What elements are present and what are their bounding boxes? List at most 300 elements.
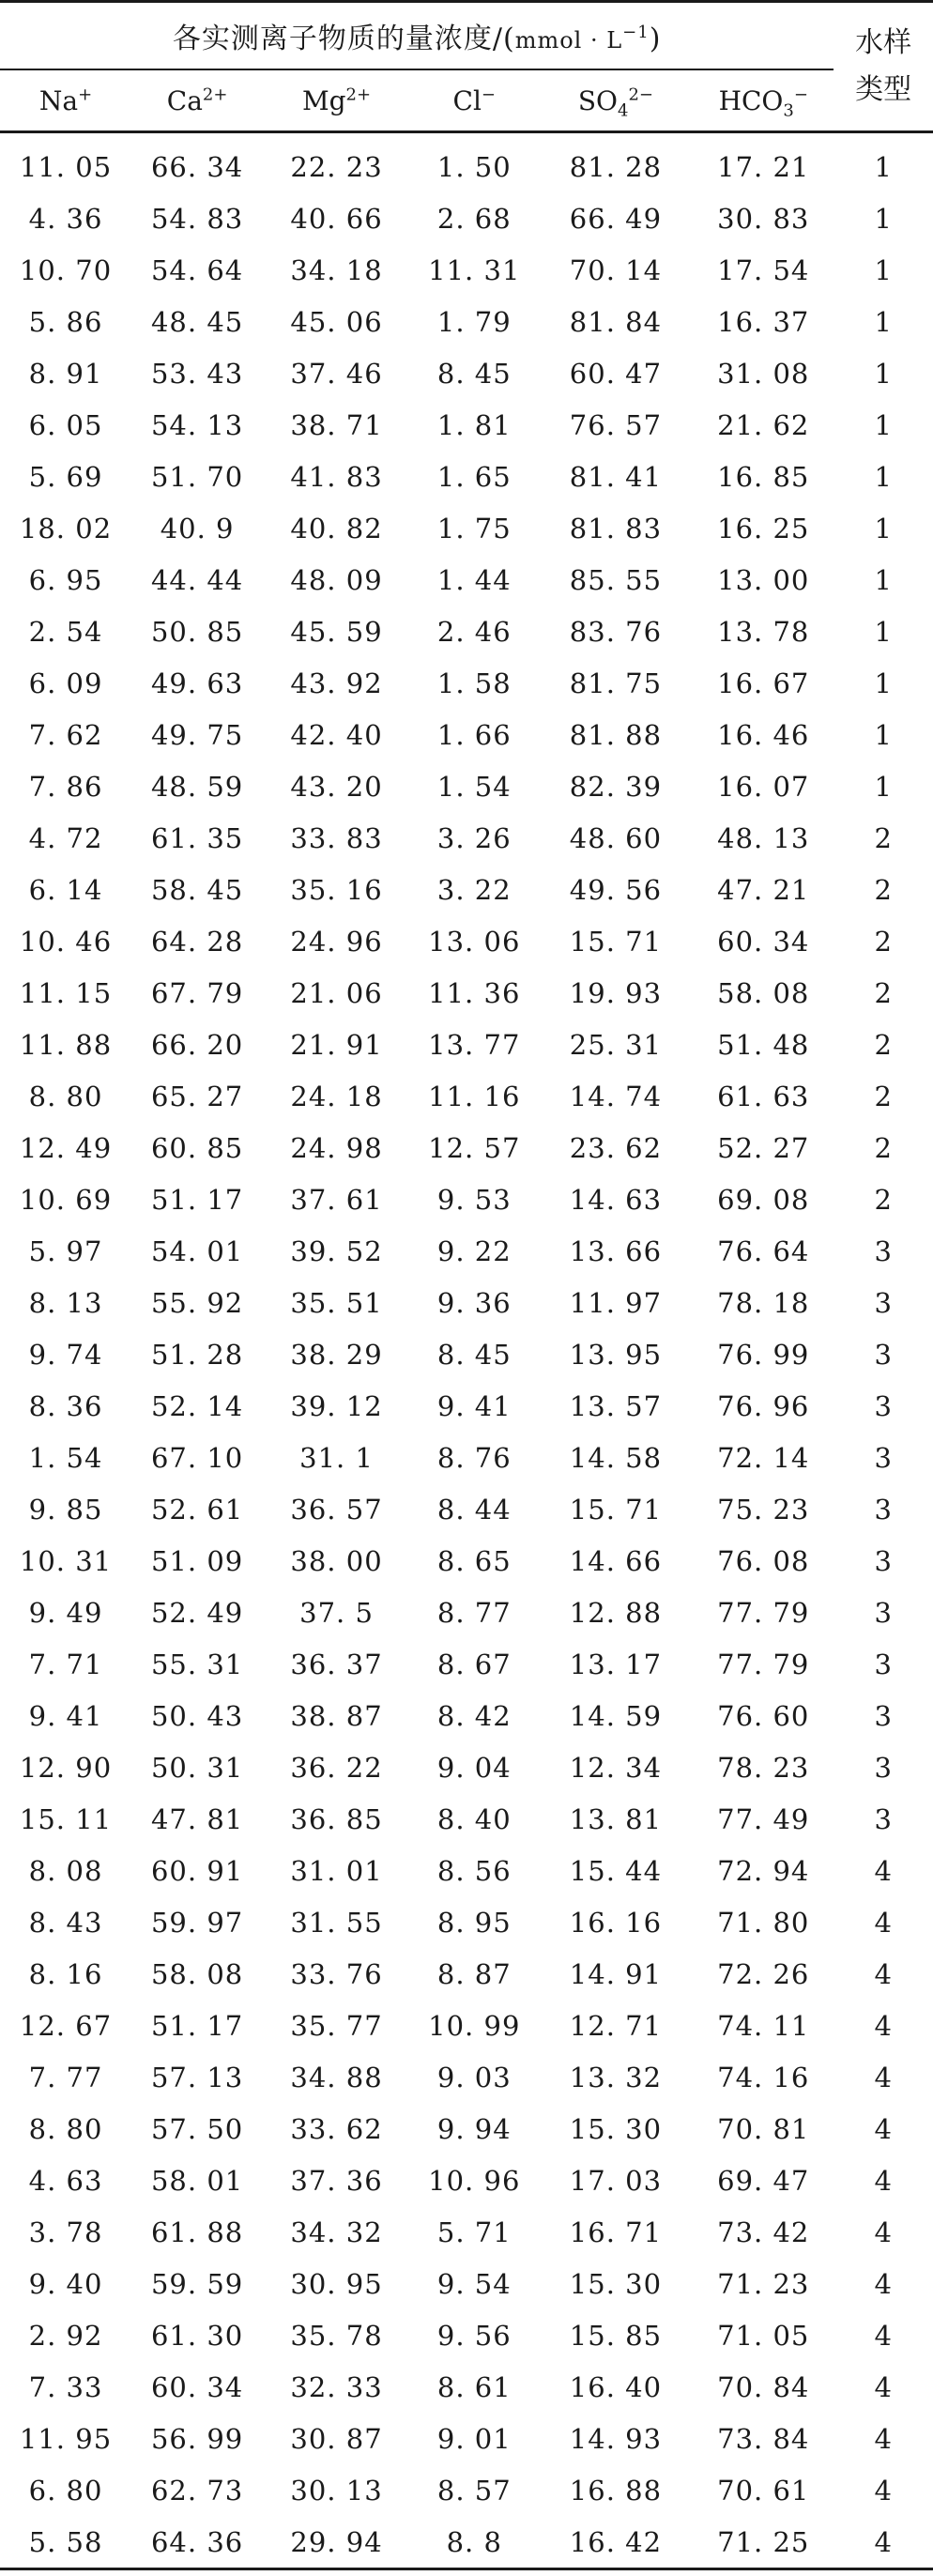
cell-hco3: 72. 94 [717, 1854, 810, 1887]
column-header-hco3: $HCO_3^-$ [693, 69, 834, 132]
water-type-cell: 4 [874, 2216, 893, 2248]
water-type-cell: 4 [874, 2009, 893, 2042]
cell-na: 11. 15 [19, 976, 113, 1009]
cell-hco3: 74. 11 [717, 2009, 810, 2042]
cell-mg: 31. 01 [290, 1854, 383, 1887]
cell-na: 10. 69 [19, 1183, 113, 1216]
cell-na: 5. 97 [28, 1234, 103, 1267]
water-type-cell: 1 [874, 408, 893, 441]
column-header-so4: $SO_4^{2-}$ [539, 69, 694, 132]
water-type-cell: 4 [874, 1854, 893, 1887]
cell-so4: 85. 55 [569, 563, 663, 596]
table-row [0, 1070, 933, 1122]
cell-cl: 11. 16 [428, 1080, 521, 1112]
water-type-cell: 2 [874, 821, 893, 854]
cell-so4: 11. 97 [569, 1286, 663, 1319]
water-type-cell: 1 [874, 718, 893, 751]
cell-so4: 12. 34 [569, 1751, 663, 1784]
cell-na: 15. 11 [19, 1802, 113, 1835]
cell-hco3: 16. 25 [717, 512, 810, 544]
water-type-cell: 4 [874, 1957, 893, 1990]
cell-ca: 51. 09 [150, 1544, 244, 1577]
table-row [0, 2000, 933, 2051]
table-row [0, 1741, 933, 1793]
column-header-mg: $Mg^{2+}$ [263, 69, 410, 132]
cell-mg: 43. 92 [290, 667, 383, 699]
cell-cl: 9. 56 [436, 2319, 512, 2352]
cell-hco3: 47. 21 [717, 873, 810, 906]
cell-so4: 14. 63 [569, 1183, 663, 1216]
water-type-cell: 3 [874, 1493, 893, 1526]
cell-ca: 60. 85 [150, 1131, 244, 1164]
cell-ca: 66. 20 [150, 1028, 244, 1061]
cell-so4: 15. 30 [569, 2267, 663, 2300]
cell-hco3: 76. 60 [717, 1699, 810, 1732]
cell-so4: 13. 17 [569, 1648, 663, 1680]
cell-hco3: 72. 14 [717, 1441, 810, 1474]
cell-so4: 49. 56 [569, 873, 663, 906]
cell-mg: 35. 78 [290, 2319, 383, 2352]
cell-cl: 2. 68 [436, 202, 512, 235]
cell-mg: 45. 06 [290, 305, 383, 338]
cell-ca: 44. 44 [150, 563, 244, 596]
cell-cl: 3. 26 [436, 821, 512, 854]
cell-ca: 54. 64 [150, 253, 244, 286]
cell-mg: 39. 52 [290, 1234, 383, 1267]
cell-ca: 55. 92 [150, 1286, 244, 1319]
cell-hco3: 58. 08 [717, 976, 810, 1009]
cell-ca: 57. 50 [150, 2112, 244, 2145]
cell-so4: 14. 74 [569, 1080, 663, 1112]
water-type-cell: 1 [874, 253, 893, 286]
cell-na: 8. 80 [28, 2112, 103, 2145]
cell-hco3: 69. 47 [717, 2164, 810, 2197]
cell-so4: 12. 71 [569, 2009, 663, 2042]
cell-ca: 55. 31 [150, 1648, 244, 1680]
cell-hco3: 60. 34 [717, 925, 810, 958]
cell-so4: 60. 47 [569, 357, 663, 390]
cell-so4: 48. 60 [569, 821, 663, 854]
cell-hco3: 71. 80 [717, 1906, 810, 1939]
cell-mg: 30. 87 [290, 2422, 383, 2455]
water-type-cell: 3 [874, 1441, 893, 1474]
cell-na: 6. 95 [28, 563, 103, 596]
cell-so4: 81. 88 [569, 718, 663, 751]
cell-mg: 21. 91 [290, 1028, 383, 1061]
cell-na: 5. 86 [28, 305, 103, 338]
water-type-cell: 4 [874, 2319, 893, 2352]
cell-so4: 13. 81 [569, 1802, 663, 1835]
cell-ca: 58. 08 [150, 1957, 244, 1990]
cell-cl: 8. 61 [436, 2370, 512, 2403]
column-header-ca: $Ca^{2+}$ [131, 69, 263, 132]
water-type-cell: 2 [874, 873, 893, 906]
table-row [0, 244, 933, 296]
cell-so4: 13. 66 [569, 1234, 663, 1267]
cell-so4: 81. 41 [569, 460, 663, 493]
water-type-cell: 3 [874, 1699, 893, 1732]
water-type-cell: 4 [874, 2061, 893, 2093]
cell-so4: 14. 93 [569, 2422, 663, 2455]
cell-mg: 34. 32 [290, 2216, 383, 2248]
cell-ca: 48. 45 [150, 305, 244, 338]
column-header-na: Na+ [0, 69, 131, 132]
table-row [0, 2516, 933, 2569]
cell-ca: 50. 43 [150, 1699, 244, 1732]
cell-cl: 9. 94 [436, 2112, 512, 2145]
cell-na: 7. 86 [28, 770, 103, 803]
cell-na: 9. 41 [28, 1699, 103, 1732]
cell-cl: 13. 06 [428, 925, 521, 958]
cell-hco3: 16. 67 [717, 667, 810, 699]
cell-cl: 8. 67 [436, 1648, 512, 1680]
table-row [0, 2309, 933, 2361]
cell-ca: 54. 01 [150, 1234, 244, 1267]
cell-cl: 5. 71 [436, 2216, 512, 2248]
table-row [0, 554, 933, 606]
cell-hco3: 71. 05 [717, 2319, 810, 2352]
cell-ca: 53. 43 [150, 357, 244, 390]
column-header-row [0, 69, 933, 132]
table-row [0, 296, 933, 347]
cell-mg: 35. 77 [290, 2009, 383, 2042]
water-type-cell: 4 [874, 2422, 893, 2455]
water-type-cell: 2 [874, 1080, 893, 1112]
cell-na: 6. 14 [28, 873, 103, 906]
cell-hco3: 76. 08 [717, 1544, 810, 1577]
cell-ca: 51. 17 [150, 1183, 244, 1216]
water-type-cell: 1 [874, 563, 893, 596]
table-row [0, 1380, 933, 1432]
cell-hco3: 13. 78 [717, 615, 810, 648]
cell-mg: 38. 71 [290, 408, 383, 441]
cell-cl: 8. 42 [436, 1699, 512, 1732]
table-row [0, 1225, 933, 1277]
water-type-cell: 4 [874, 1906, 893, 1939]
cell-ca: 59. 59 [150, 2267, 244, 2300]
table-row [0, 502, 933, 554]
cell-so4: 14. 59 [569, 1699, 663, 1732]
cell-mg: 24. 98 [290, 1131, 383, 1164]
water-type-cell: 1 [874, 150, 893, 183]
table-row [0, 606, 933, 657]
cell-mg: 21. 06 [290, 976, 383, 1009]
cell-so4: 13. 57 [569, 1389, 663, 1422]
cell-cl: 1. 50 [436, 150, 512, 183]
cell-mg: 24. 18 [290, 1080, 383, 1112]
cell-so4: 12. 88 [569, 1596, 663, 1629]
cell-cl: 2. 46 [436, 615, 512, 648]
table-row [0, 1173, 933, 1225]
cell-so4: 82. 39 [569, 770, 663, 803]
column-header-cl: Cl− [410, 69, 539, 132]
cell-na: 7. 33 [28, 2370, 103, 2403]
cell-so4: 15. 44 [569, 1854, 663, 1887]
cell-cl: 9. 41 [436, 1389, 512, 1422]
water-type-cell: 3 [874, 1751, 893, 1784]
cell-so4: 81. 83 [569, 512, 663, 544]
table-row [0, 2464, 933, 2516]
table-row [0, 2206, 933, 2258]
cell-cl: 10. 96 [428, 2164, 521, 2197]
cell-so4: 76. 57 [569, 408, 663, 441]
cell-hco3: 71. 25 [693, 2516, 834, 2569]
cell-so4: 15. 71 [569, 925, 663, 958]
cell-ca: 48. 59 [150, 770, 244, 803]
water-type-cell: 1 [874, 512, 893, 544]
cell-so4: 25. 31 [569, 1028, 663, 1061]
water-type-cell: 4 [874, 2267, 893, 2300]
cell-hco3: 48. 13 [717, 821, 810, 854]
cell-mg: 34. 18 [290, 253, 383, 286]
cell-na: 6. 05 [28, 408, 103, 441]
table-title: 各实测离子物质的量浓度/(mmol · $L^{-1}$) [0, 2, 834, 70]
cell-ca: 49. 75 [150, 718, 244, 751]
cell-ca: 60. 91 [150, 1854, 244, 1887]
cell-mg: 35. 16 [290, 873, 383, 906]
cell-hco3: 17. 21 [717, 150, 810, 183]
cell-hco3: 70. 61 [717, 2474, 810, 2507]
cell-ca: 51. 70 [150, 460, 244, 493]
cell-na: 5. 69 [28, 460, 103, 493]
cell-cl: 13. 77 [428, 1028, 521, 1061]
cell-mg: 41. 83 [290, 460, 383, 493]
cell-na: 10. 31 [19, 1544, 113, 1577]
water-type-cell: 1 [874, 357, 893, 390]
cell-hco3: 52. 27 [717, 1131, 810, 1164]
water-type-cell: 4 [874, 2112, 893, 2145]
cell-hco3: 30. 83 [717, 202, 810, 235]
cell-mg: 35. 51 [290, 1286, 383, 1319]
water-type-cell: 3 [874, 1389, 893, 1422]
water-type-cell: 2 [874, 976, 893, 1009]
cell-hco3: 16. 37 [717, 305, 810, 338]
cell-na: 4. 36 [28, 202, 103, 235]
cell-hco3: 70. 81 [717, 2112, 810, 2145]
cell-ca: 58. 01 [150, 2164, 244, 2197]
cell-ca: 61. 88 [150, 2216, 244, 2248]
cell-so4: 14. 58 [569, 1441, 663, 1474]
cell-hco3: 69. 08 [717, 1183, 810, 1216]
water-type-cell: 4 [834, 2516, 933, 2569]
cell-cl: 9. 22 [436, 1234, 512, 1267]
water-type-cell: 1 [874, 305, 893, 338]
cell-hco3: 76. 96 [717, 1389, 810, 1422]
water-type-cell: 3 [874, 1234, 893, 1267]
cell-ca: 59. 97 [150, 1906, 244, 1939]
water-type-cell: 3 [874, 1802, 893, 1835]
cell-hco3: 73. 42 [717, 2216, 810, 2248]
cell-cl: 9. 36 [436, 1286, 512, 1319]
table-row [0, 1587, 933, 1638]
cell-so4: 14. 66 [569, 1544, 663, 1577]
cell-cl: 12. 57 [428, 1131, 521, 1164]
cell-mg: 30. 95 [290, 2267, 383, 2300]
cell-cl: 8. 65 [436, 1544, 512, 1577]
cell-ca: 67. 79 [150, 976, 244, 1009]
table-row [0, 1690, 933, 1741]
cell-hco3: 72. 26 [717, 1957, 810, 1990]
cell-cl: 1. 44 [436, 563, 512, 596]
table-row [0, 451, 933, 502]
cell-ca: 47. 81 [150, 1802, 244, 1835]
cell-mg: 37. 36 [290, 2164, 383, 2197]
cell-na: 9. 74 [28, 1338, 103, 1371]
cell-mg: 36. 37 [290, 1648, 383, 1680]
cell-na: 6. 80 [28, 2474, 103, 2507]
cell-ca: 52. 49 [150, 1596, 244, 1629]
cell-hco3: 78. 23 [717, 1751, 810, 1784]
cell-mg: 33. 62 [290, 2112, 383, 2145]
cell-cl: 10. 99 [428, 2009, 521, 2042]
cell-ca: 58. 45 [150, 873, 244, 906]
table-row [0, 915, 933, 967]
cell-so4: 83. 76 [569, 615, 663, 648]
cell-na: 12. 67 [19, 2009, 113, 2042]
cell-ca: 66. 34 [150, 150, 244, 183]
cell-ca: 62. 73 [150, 2474, 244, 2507]
cell-na: 8. 16 [28, 1957, 103, 1990]
table-row [0, 1432, 933, 1483]
cell-na: 8. 91 [28, 357, 103, 390]
table-row [0, 2051, 933, 2103]
cell-cl: 3. 22 [436, 873, 512, 906]
cell-na: 9. 40 [28, 2267, 103, 2300]
table-row [0, 1328, 933, 1380]
cell-so4: 81. 84 [569, 305, 663, 338]
table-row [0, 1948, 933, 2000]
cell-na: 6. 09 [28, 667, 103, 699]
water-type-cell: 3 [874, 1544, 893, 1577]
cell-na: 8. 13 [28, 1286, 103, 1319]
cell-so4: 15. 85 [569, 2319, 663, 2352]
cell-so4: 16. 88 [569, 2474, 663, 2507]
table-body [0, 132, 933, 2569]
cell-ca: 61. 30 [150, 2319, 244, 2352]
water-type-cell: 3 [874, 1648, 893, 1680]
water-type-cell: 1 [874, 770, 893, 803]
cell-hco3: 61. 63 [717, 1080, 810, 1112]
cell-hco3: 13. 00 [717, 563, 810, 596]
water-type-cell: 4 [874, 2474, 893, 2507]
cell-na: 10. 46 [19, 925, 113, 958]
cell-so4: 15. 30 [569, 2112, 663, 2145]
cell-na: 1. 54 [28, 1441, 103, 1474]
cell-mg: 31. 1 [299, 1441, 374, 1474]
cell-na: 8. 43 [28, 1906, 103, 1939]
cell-mg: 33. 83 [290, 821, 383, 854]
cell-na: 9. 85 [28, 1493, 103, 1526]
cell-hco3: 73. 84 [717, 2422, 810, 2455]
cell-ca: 67. 10 [150, 1441, 244, 1474]
table-row [0, 864, 933, 915]
water-type-header [834, 2, 933, 132]
cell-cl: 8. 95 [436, 1906, 512, 1939]
cell-hco3: 76. 99 [717, 1338, 810, 1371]
cell-na: 12. 49 [19, 1131, 113, 1164]
water-type-cell: 1 [874, 202, 893, 235]
water-type-cell: 2 [874, 1028, 893, 1061]
cell-ca: 51. 28 [150, 1338, 244, 1371]
table-row [0, 2103, 933, 2154]
water-type-header-line1: 水样 [855, 26, 912, 59]
cell-mg: 48. 09 [290, 563, 383, 596]
water-type-cell: 1 [874, 667, 893, 699]
cell-na: 11. 05 [19, 150, 113, 183]
water-type-cell: 4 [874, 2164, 893, 2197]
cell-mg: 24. 96 [290, 925, 383, 958]
cell-na: 4. 63 [28, 2164, 103, 2197]
table-row [0, 192, 933, 244]
cell-cl: 9. 03 [436, 2061, 512, 2093]
cell-ca: 64. 28 [150, 925, 244, 958]
cell-so4: 13. 32 [569, 2061, 663, 2093]
table-row [0, 1845, 933, 1896]
cell-na: 2. 92 [28, 2319, 103, 2352]
cell-ca: 40. 9 [160, 512, 235, 544]
cell-hco3: 74. 16 [717, 2061, 810, 2093]
cell-mg: 37. 61 [290, 1183, 383, 1216]
cell-ca: 51. 17 [150, 2009, 244, 2042]
cell-so4: 16. 40 [569, 2370, 663, 2403]
cell-so4: 81. 28 [569, 150, 663, 183]
cell-cl: 8. 45 [436, 357, 512, 390]
cell-cl: 1. 66 [436, 718, 512, 751]
water-type-cell: 3 [874, 1596, 893, 1629]
cell-hco3: 16. 46 [717, 718, 810, 751]
cell-mg: 31. 55 [290, 1906, 383, 1939]
cell-so4: 15. 71 [569, 1493, 663, 1526]
cell-hco3: 51. 48 [717, 1028, 810, 1061]
cell-cl: 9. 54 [436, 2267, 512, 2300]
cell-ca: 65. 27 [150, 1080, 244, 1112]
table-row [0, 2258, 933, 2309]
cell-hco3: 77. 79 [717, 1648, 810, 1680]
cell-ca: 60. 34 [150, 2370, 244, 2403]
cell-mg: 32. 33 [290, 2370, 383, 2403]
cell-mg: 38. 29 [290, 1338, 383, 1371]
cell-ca: 56. 99 [150, 2422, 244, 2455]
cell-hco3: 76. 64 [717, 1234, 810, 1267]
cell-na: 8. 08 [28, 1854, 103, 1887]
water-type-header-line2: 类型 [855, 73, 912, 106]
cell-ca: 50. 85 [150, 615, 244, 648]
water-type-cell: 3 [874, 1338, 893, 1371]
cell-hco3: 21. 62 [717, 408, 810, 441]
cell-hco3: 71. 23 [717, 2267, 810, 2300]
cell-so4: 19. 93 [569, 976, 663, 1009]
cell-ca: 50. 31 [150, 1751, 244, 1784]
cell-mg: 42. 40 [290, 718, 383, 751]
cell-cl: 1. 54 [436, 770, 512, 803]
cell-hco3: 16. 07 [717, 770, 810, 803]
table-row [0, 399, 933, 451]
cell-mg: 45. 59 [290, 615, 383, 648]
cell-hco3: 75. 23 [717, 1493, 810, 1526]
cell-na: 10. 70 [19, 253, 113, 286]
water-type-cell: 2 [874, 1183, 893, 1216]
water-type-cell: 2 [874, 1131, 893, 1164]
table-row [0, 2361, 933, 2413]
cell-cl: 11. 36 [428, 976, 521, 1009]
cell-mg: 29. 94 [263, 2516, 410, 2569]
cell-cl: 8. 57 [436, 2474, 512, 2507]
table-row [0, 709, 933, 760]
cell-hco3: 77. 79 [717, 1596, 810, 1629]
cell-cl: 1. 75 [436, 512, 512, 544]
table-row [0, 967, 933, 1019]
cell-cl: 8. 76 [436, 1441, 512, 1474]
